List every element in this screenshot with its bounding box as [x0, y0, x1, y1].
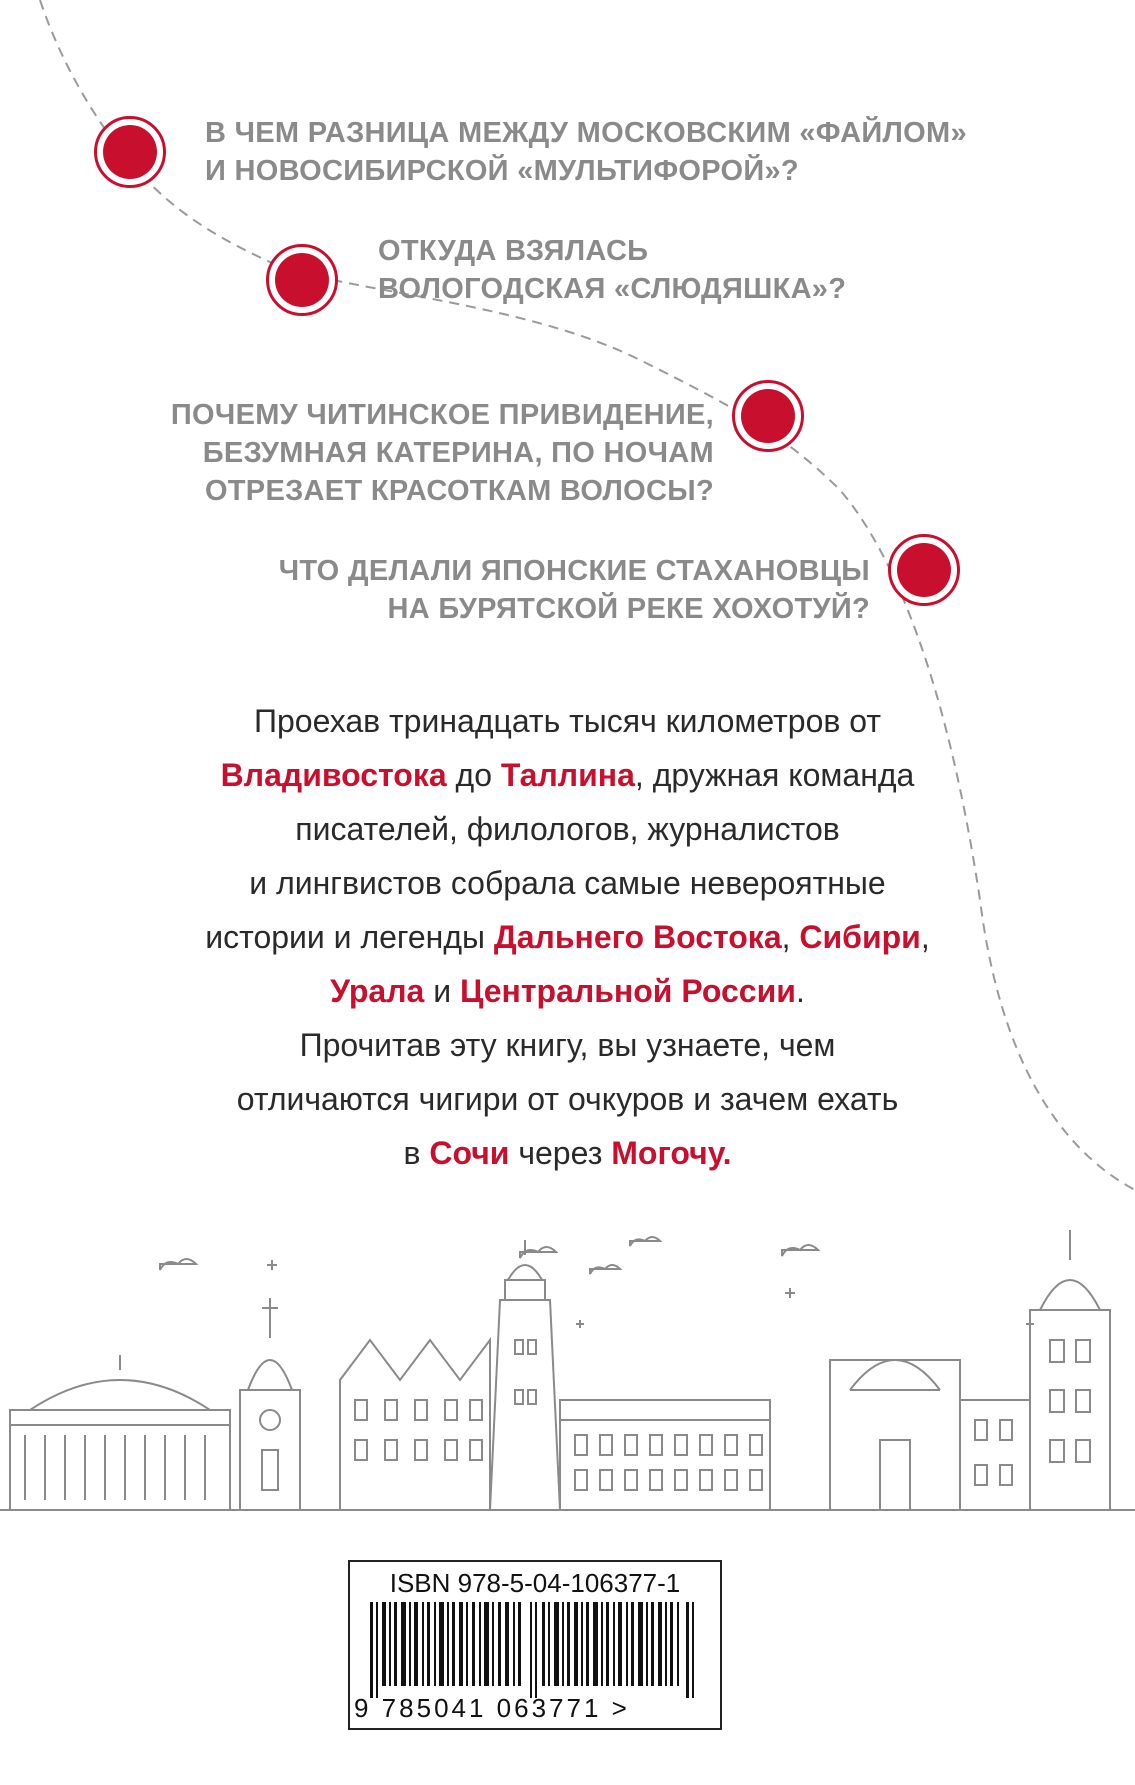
description-line-1: Проехав тринадцать тысяч километров от [254, 703, 881, 739]
text-fragment: , [920, 919, 930, 955]
text-fragment: в [403, 1135, 430, 1171]
place-siberia: Сибири [799, 919, 921, 955]
text-fragment: , [781, 919, 800, 955]
place-tallinn: Таллина [500, 757, 635, 793]
place-sochi: Сочи [429, 1135, 510, 1171]
text-fragment: истории и легенды [205, 919, 494, 955]
question-3-line-3: ОТРЕЗАЕТ КРАСОТКАМ ВОЛОСЫ? [204, 475, 714, 507]
place-mogocha: Могочу. [611, 1135, 732, 1171]
text-fragment: , дружная команда [634, 757, 915, 793]
place-central-russia: Центральной России [459, 973, 796, 1009]
description-line-5 [60, 910, 1075, 964]
question-1-line-2: И НОВОСИБИРСКОЙ «МУЛЬТИФОРОЙ»? [205, 155, 799, 187]
isbn-digits: 9 785041 063771 > [354, 1693, 630, 1723]
question-4-line-2: НА БУРЯТСКОЙ РЕКЕ ХОХОТУЙ? [387, 593, 870, 625]
route-marker-1 [94, 116, 166, 188]
question-4 [160, 552, 870, 628]
place-ural: Урала [330, 973, 425, 1009]
place-far-east: Дальнего Востока [493, 919, 782, 955]
isbn-barcode [348, 1560, 722, 1730]
text-fragment: и [424, 973, 460, 1009]
place-vladivostok: Владивостока [220, 757, 447, 793]
description-line-4: и лингвистов собрала самые невероятные [249, 865, 886, 901]
question-2 [378, 232, 846, 308]
question-3-line-1: ПОЧЕМУ ЧИТИНСКОЕ ПРИВИДЕНИЕ, [170, 399, 714, 431]
description-line-7: Прочитав эту книгу, вы узнаете, чем [299, 1027, 836, 1063]
description-line-9 [60, 1126, 1075, 1180]
description-line-6 [60, 964, 1075, 1018]
description-line-8: отличаются чигири от очкуров и зачем ехать [236, 1081, 899, 1117]
question-3 [110, 396, 714, 510]
question-3-line-2: БЕЗУМНАЯ КАТЕРИНА, ПО НОЧАМ [202, 437, 714, 469]
text-fragment: . [795, 973, 805, 1009]
question-2-line-1: ОТКУДА ВЗЯЛАСЬ [378, 235, 649, 267]
description-line-2 [60, 748, 1075, 802]
description-line-3: писателей, филологов, журналистов [295, 811, 840, 847]
book-description [60, 694, 1075, 1180]
text-fragment: до [446, 757, 501, 793]
text-fragment: через [509, 1135, 612, 1171]
city-skyline-illustration [0, 1220, 1135, 1520]
question-4-line-1: ЧТО ДЕЛАЛИ ЯПОНСКИЕ СТАХАНОВЦЫ [278, 555, 870, 587]
isbn-label: ISBN 978-5-04-106377-1 [389, 1568, 681, 1598]
route-marker-4 [888, 534, 960, 606]
barcode-bars [370, 1602, 704, 1698]
question-1 [205, 114, 967, 190]
route-marker-2 [266, 244, 338, 316]
question-1-line-1: В ЧЕМ РАЗНИЦА МЕЖДУ МОСКОВСКИМ «ФАЙЛОМ» [205, 117, 967, 149]
route-marker-3 [732, 380, 804, 452]
question-2-line-2: ВОЛОГОДСКАЯ «СЛЮДЯШКА»? [378, 273, 847, 305]
